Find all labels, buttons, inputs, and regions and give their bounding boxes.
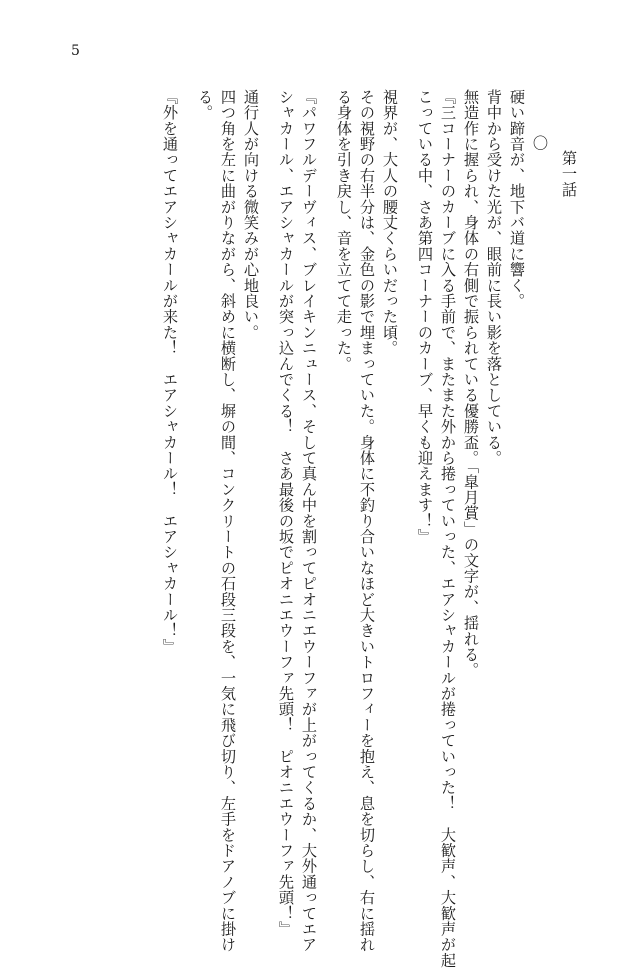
text-line: 硬い蹄音が、地下バ道に響く。: [508, 89, 526, 309]
text-line: 無造作に握られ、身体の右側で振られている優勝盃。「皐月賞」の文字が、揺れる。: [462, 89, 480, 678]
text-line: その視野の右半分は、金色の影で埋まっていた。身体に不釣り合いなほど大きいトロフィーを抱え、息を切らし、右に揺れ: [358, 89, 376, 953]
text-line: 『外を通ってエアシャカールが来た！ エアシャカール！ エアシャカール！』: [161, 89, 179, 655]
chapter-title: 第一話: [560, 150, 578, 198]
text-line: こっている中、さあ第四コーナーのカーブ、早くも迎えます！』: [416, 89, 434, 545]
text-line: 背中から受けた光が、眼前に長い影を落としている。: [485, 89, 503, 466]
vertical-text-body: [80, 89, 580, 968]
text-line: る身体を引き戻し、音を立てて走った。: [335, 89, 353, 372]
text-line: シャカール、エアシャカールが突っ込んでくる！ さあ最後の坂でピオニエウーファ先頭！ ピオニエウーファ先頭！』: [277, 89, 295, 937]
text-line: る。: [196, 89, 214, 121]
text-line: 視界が、大人の腰丈くらいだった頃。: [381, 89, 399, 356]
text-line: 通行人が向ける微笑みが心地良い。: [242, 89, 260, 341]
section-mark: 〇: [531, 135, 549, 151]
text-line: 『三コーナーのカーブに入る手前で、またまた外から捲っていった、エアシャカールが捲っていった！ 大歓声、大歓声が起: [439, 89, 457, 968]
page-number: 5: [71, 43, 80, 59]
text-line: 『パワフルデーヴィス、ブレイキンニュース、そして真ん中を割ってピオニエウーファが上がってくるか、大外通ってエア: [300, 89, 318, 953]
text-line: 四つ角を左に曲がりながら、斜めに横断し、塀の間、コンクリートの石段三段を、一気に飛び切り、左手をドアノブに掛け: [219, 89, 237, 953]
